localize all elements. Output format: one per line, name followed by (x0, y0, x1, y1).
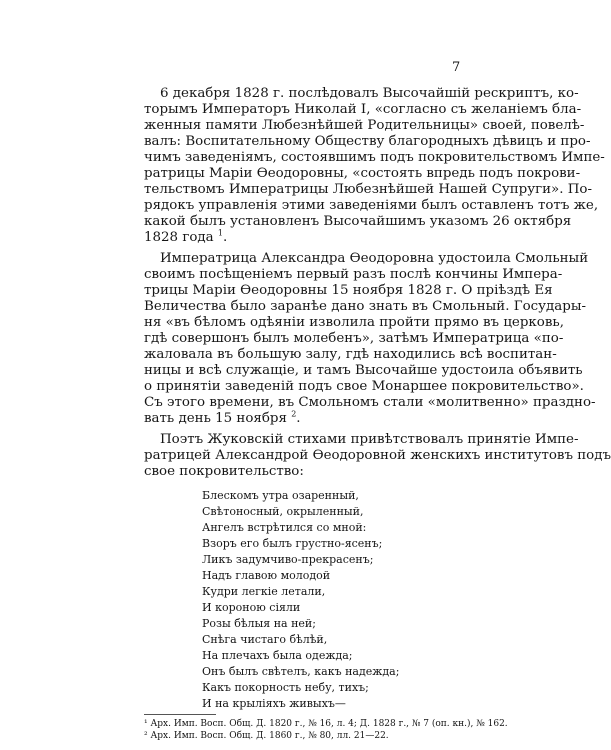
text-line: свое покровительство: (144, 464, 304, 479)
text-line: какой былъ установленъ Высочайшимъ указомъ 26 октября (144, 214, 572, 229)
poem-line: Розы бѣлыя на ней; (202, 617, 316, 630)
footnote-mark: 2 (291, 409, 297, 419)
poem-line: Ликъ задумчиво-прекрасенъ; (202, 553, 374, 566)
page-number: 7 (452, 60, 461, 75)
text-line: женныя памяти Любезнѣйшей Родительницы» своей, повелѣ- (144, 118, 585, 133)
text-line: Императрица Александра Ѳеодоровна удостоила Смольный (160, 251, 589, 266)
footnote-mark: 1 (217, 228, 223, 238)
text-line: торымъ Императоръ Николай I, «согласно съ желаніемъ бла- (144, 102, 582, 117)
poem-line: На плечахъ была одежда; (202, 649, 353, 662)
text-line: жаловала въ большую залу, гдѣ находились всѣ воспитан- (144, 347, 557, 362)
poem-line: Снѣга чистаго бѣлѣй, (202, 633, 328, 646)
poem-line: И на крыліяхъ живыхъ— (202, 697, 346, 710)
text-line: ня «въ бѣломъ одѣяніи изволила пройти прямо въ церковь, (144, 315, 564, 330)
text-line: Поэтъ Жуковскій стихами привѣтствовалъ принятіе Импе- (160, 432, 579, 447)
text-line: рядокъ управленія этими заведеніями былъ оставленъ тотъ же, (144, 198, 599, 213)
text-line-content: 1828 года (144, 230, 214, 245)
poem-line: И короною сіяли (202, 601, 301, 614)
text-line: 6 декабря 1828 г. послѣдовалъ Высочайшій рескриптъ, ко- (160, 86, 579, 101)
text-line: ратрицей Александрой Ѳеодоровной женскихъ институтовъ подъ (144, 448, 611, 463)
footnote-divider (144, 714, 216, 715)
poem-line: Блескомъ утра озаренный, (202, 489, 359, 502)
text-line: Съ этого времени, въ Смольномъ стали «молитвенно» праздно- (144, 395, 596, 410)
text-line: трицы Маріи Ѳеодоровны 15 ноября 1828 г. О пріѣздѣ Ея (144, 283, 553, 298)
text-line: 1828 года $^1$. (144, 228, 228, 245)
poem-line: Кудри легкіе летали, (202, 585, 326, 598)
poem-line: Какъ покорность небу, тихъ; (202, 681, 369, 694)
text-line: о принятіи заведеній подъ свое Монаршее покровительство». (144, 379, 584, 394)
poem-line: Свѣтоносный, окрыленный, (202, 505, 364, 518)
text-line: вать день 15 ноября $^2$. (144, 409, 301, 426)
text-line: ратрицы Маріи Ѳеодоровны, «состоять впредь подъ покрови- (144, 166, 581, 181)
text-line: ницы и всѣ служащіе, и тамъ Высочайше удостоила объявить (144, 363, 583, 378)
footnote: ² Арх. Имп. Восп. Общ. Д. 1860 г., № 80, лл. 21—22. (144, 731, 389, 741)
poem-line: Взоръ его былъ грустно-ясенъ; (202, 537, 383, 550)
poem-line: Ангелъ встрѣтился со мной: (202, 521, 367, 534)
poem-line: Надъ главою молодой (202, 569, 331, 582)
footnote: ¹ Арх. Имп. Восп. Общ. Д. 1820 г., № 16, л. 4; Д. 1828 г., № 7 (оп. кн.), № 162. (144, 719, 508, 729)
text-line-content: вать день 15 ноября (144, 411, 287, 426)
text-line: тельствомъ Императрицы Любезнѣйшей Нашей Супруги». По- (144, 182, 592, 197)
text-line: гдѣ совершонъ былъ молебенъ», затѣмъ Императрица «по- (144, 331, 564, 346)
text-line: чимъ заведеніямъ, состоявшимъ подъ покровительствомъ Импе- (144, 150, 605, 165)
text-line: Величества было заранѣе дано знать въ Смольный. Государы- (144, 299, 587, 314)
text-line: своимъ посѣщеніемъ первый разъ послѣ кончины Импера- (144, 267, 563, 282)
poem-line: Онъ былъ свѣтелъ, какъ надежда; (202, 665, 400, 678)
text-line: валъ: Воспитательному Обществу благородныхъ дѣвицъ и про- (144, 134, 591, 149)
